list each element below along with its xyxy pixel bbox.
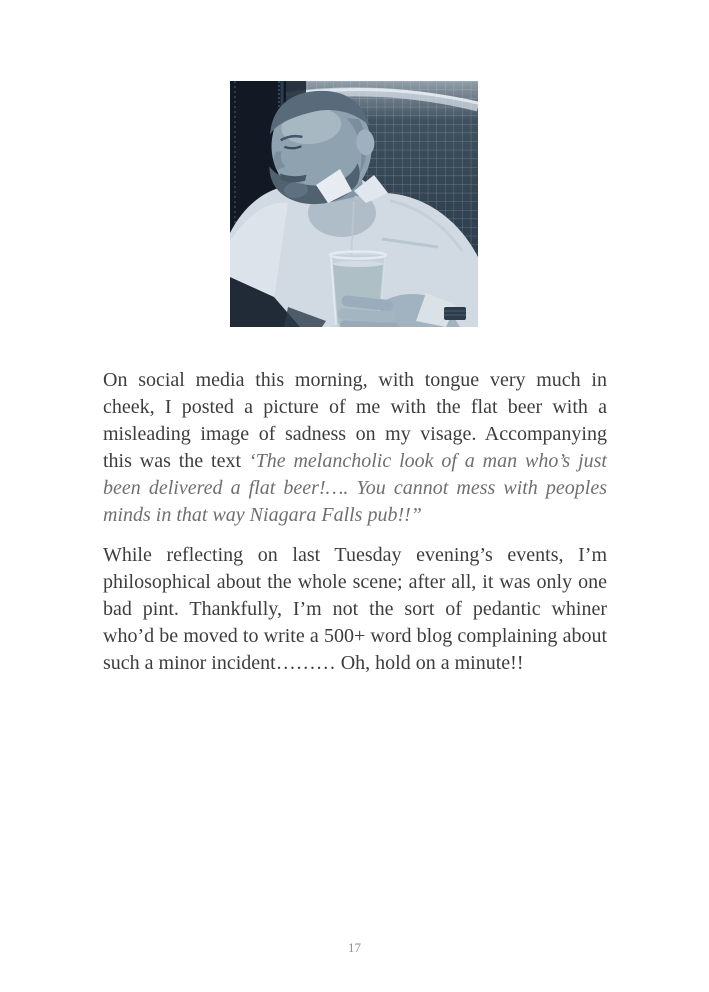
foreground-shadows [230, 81, 478, 327]
melancholic-quote-italic: ‘The melancholic look of a man who’s just been delivered a flat beer!…. You cannot mess with peoples minds in that way Niagara Falls pub!!” [103, 450, 607, 526]
paragraph-social-media-text: On social media this morning, with tongue very much in cheek, I posted a picture of me with the flat beer with a misleading image of sadness on my visage. Accompanying this was the text [103, 369, 607, 472]
man-with-beer-photo-illustration [230, 81, 478, 327]
body-text [103, 367, 607, 690]
paragraph-social-media [103, 367, 607, 529]
photo-man-with-flat-beer [230, 81, 478, 327]
page-number: 17 [348, 940, 361, 955]
paragraph-reflection: While reflecting on last Tuesday evening’s events, I’m philosophical about the whole scene; after all, it was only one bad pint. Thankfully, I’m not the sort of pedantic whiner who’d be moved to write a 500+ word blog complaining about such a minor incident……… Oh, hold on a minute!! [103, 544, 607, 674]
